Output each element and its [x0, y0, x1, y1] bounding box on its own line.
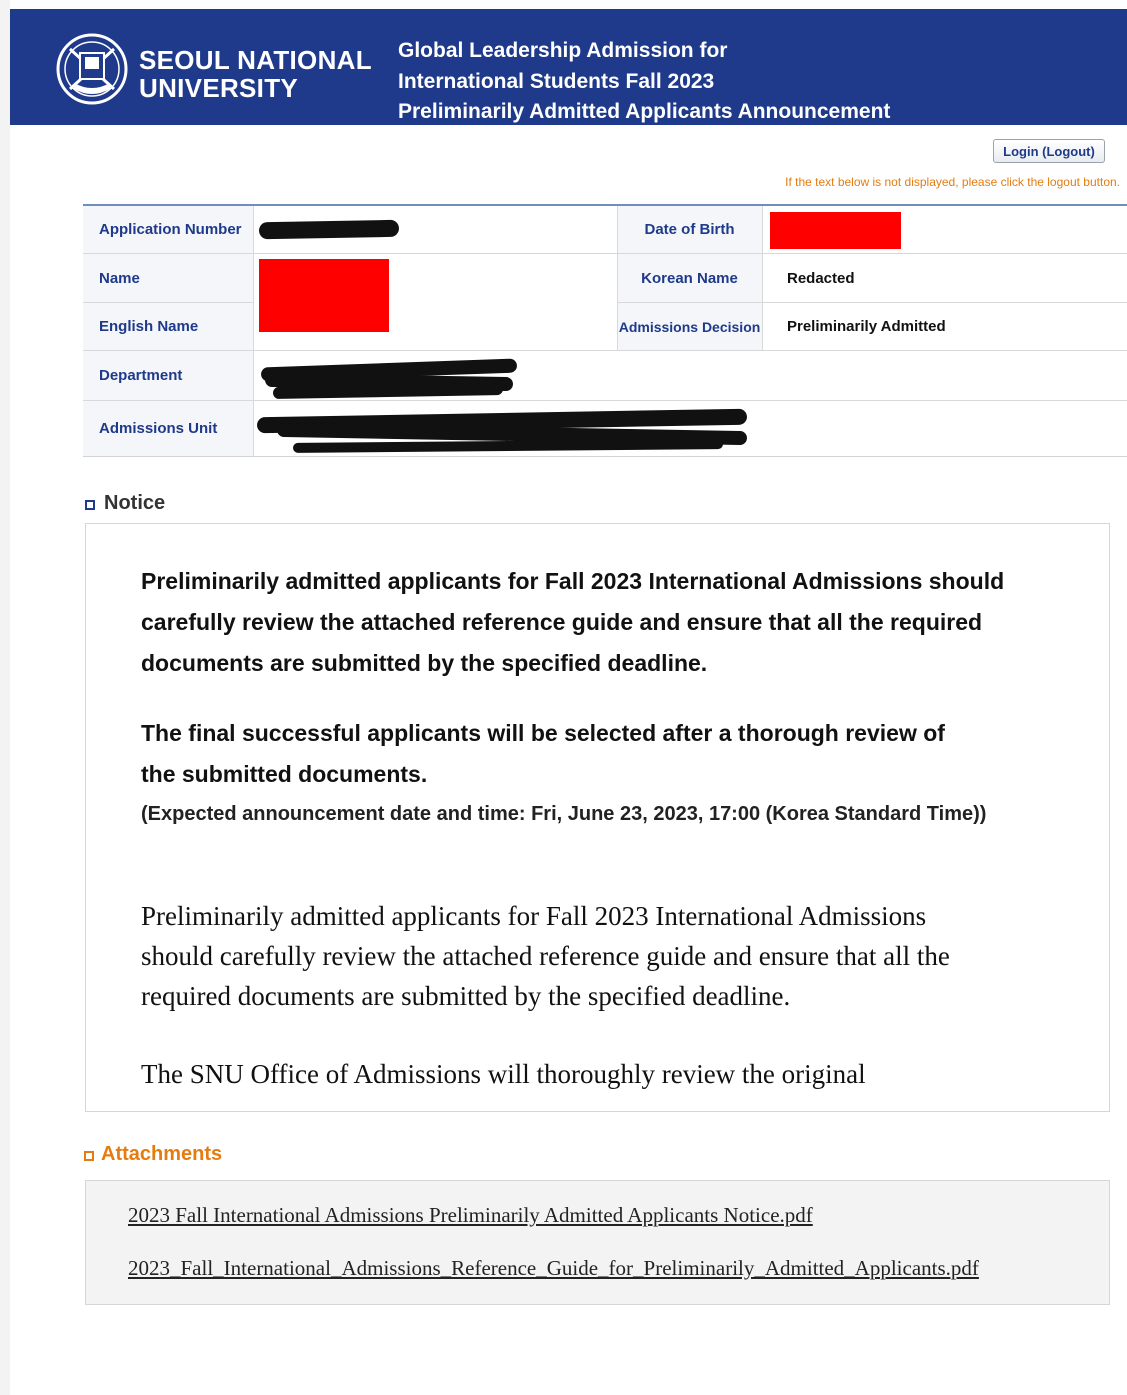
site-header	[10, 9, 1127, 125]
announcement-date: (Expected announcement date and time: Fri, June 23, 2023, 17:00 (Korea Standard Time))	[141, 803, 987, 825]
notice-line: Preliminarily admitted applicants for Fall 2023 International Admissions	[141, 901, 927, 931]
admissions-unit-value	[253, 401, 1127, 456]
department-label: Department	[83, 351, 253, 401]
redaction-scribble	[259, 220, 399, 239]
notice-content	[85, 523, 1110, 1112]
notice-heading-text: Notice	[104, 492, 166, 514]
title-line2: International Students Fall 2023	[398, 69, 715, 93]
notice-heading	[104, 492, 165, 515]
notice-line: documents are submitted by the specified deadline.	[141, 650, 708, 676]
english-name-label: English Name	[83, 303, 253, 351]
redaction-scribble	[293, 439, 723, 453]
applicant-info-table	[83, 204, 1127, 457]
column-divider	[762, 206, 763, 351]
column-divider	[617, 206, 618, 351]
login-logout-button[interactable]: Login (Logout)	[993, 139, 1105, 163]
notice-paragraph-2	[141, 713, 986, 833]
notice-paragraph-4	[141, 1054, 866, 1094]
title-line1: Global Leadership Admission for	[398, 39, 728, 62]
square-bullet-icon	[85, 500, 95, 510]
name-label: Name	[83, 254, 253, 303]
university-line1: SEOUL NATIONAL	[139, 45, 372, 75]
korean-name-label: Korean Name	[617, 254, 762, 303]
admissions-decision-label: Admissions Decision	[617, 303, 762, 351]
attachment-link-notice[interactable]: 2023 Fall International Admissions Preliminarily Admitted Applicants Notice.pdf	[128, 1203, 813, 1227]
snu-emblem-icon	[56, 33, 128, 105]
redaction-block	[259, 259, 389, 332]
admissions-decision-value: Preliminarily Admitted	[762, 303, 1127, 351]
page-edge	[0, 0, 10, 1395]
notice-line: The SNU Office of Admissions will thoroughly review the original	[141, 1059, 866, 1089]
notice-paragraph-1	[141, 561, 1004, 684]
department-value	[253, 351, 1127, 401]
notice-line: should carefully review the attached reference guide and ensure that all the	[141, 941, 950, 971]
redaction-block	[770, 212, 901, 249]
column-divider	[253, 206, 254, 456]
page-title	[398, 36, 890, 128]
notice-line: The final successful applicants will be selected after a thorough review of	[141, 720, 945, 746]
attachment-link-guide[interactable]: 2023_Fall_International_Admissions_Reference_Guide_for_Preliminarily_Admitted_Applicants.pdf	[128, 1256, 979, 1280]
application-number-value	[253, 206, 617, 254]
attachments-heading	[101, 1143, 222, 1166]
korean-name-value: Redacted	[762, 254, 1127, 303]
notice-line: the submitted documents.	[141, 761, 428, 787]
notice-line: required documents are submitted by the specified deadline.	[141, 981, 791, 1011]
date-of-birth-label: Date of Birth	[617, 206, 762, 254]
square-bullet-icon	[84, 1151, 94, 1161]
logout-note: If the text below is not displayed, please click the logout button.	[785, 175, 1120, 189]
university-line2: UNIVERSITY	[139, 73, 299, 103]
university-name	[139, 46, 372, 102]
title-line3: Preliminarily Admitted Applicants Announcement	[398, 100, 891, 123]
notice-line: Preliminarily admitted applicants for Fall 2023 International Admissions should	[141, 568, 1005, 594]
notice-paragraph-3	[141, 896, 950, 1016]
notice-line: carefully review the attached reference guide and ensure that all the required	[141, 609, 983, 635]
attachments-heading-text: Attachments	[101, 1143, 223, 1165]
redaction-scribble	[273, 383, 503, 399]
attachments-list	[85, 1180, 1110, 1305]
admissions-unit-label: Admissions Unit	[83, 401, 253, 456]
date-of-birth-value	[762, 206, 1127, 254]
application-number-label: Application Number	[83, 206, 253, 254]
